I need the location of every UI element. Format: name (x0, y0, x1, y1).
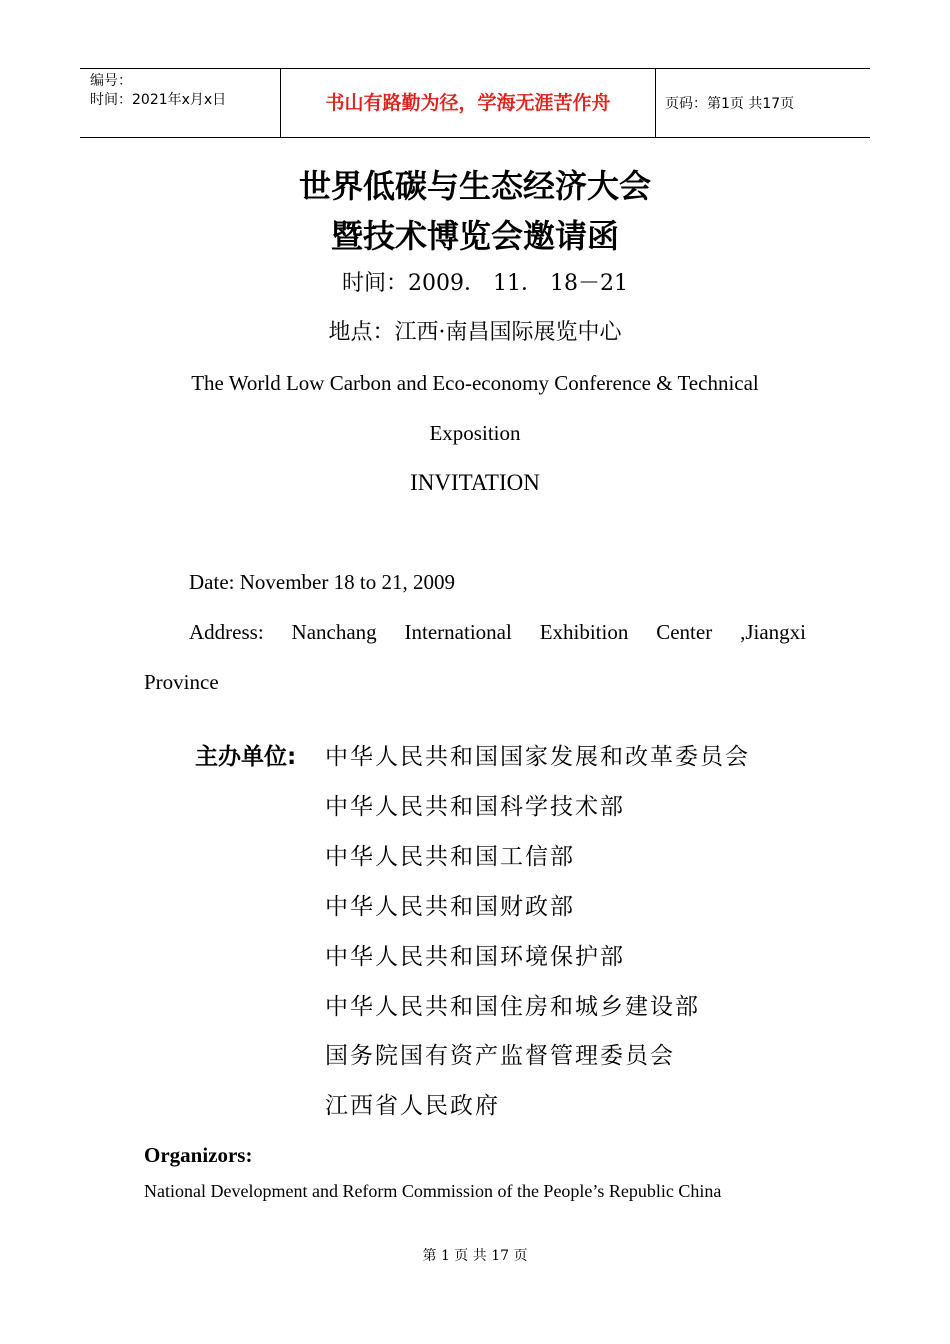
document-header (80, 68, 870, 138)
header-page-info: 页码：第1页 共17页 (665, 96, 795, 112)
address-word: Nanchang (291, 620, 377, 644)
organizers-english-label: Organizors: (144, 1143, 253, 1167)
organizer-item: 中华人民共和国环境保护部 (325, 944, 625, 970)
document-number-label: 编号： (90, 73, 132, 89)
invitation-heading: INVITATION (410, 470, 540, 495)
page-footer: 第 1 页 共 17 页 (422, 1248, 528, 1264)
organizer-item: 中华人民共和国国家发展和改革委员会 (325, 744, 750, 770)
event-venue: 地点：江西·南昌国际展览中心 (328, 320, 622, 345)
english-title-line2: Exposition (429, 421, 521, 445)
event-date-english: Date: November 18 to 21, 2009 (189, 570, 455, 594)
organizer-item: 中华人民共和国财政部 (325, 894, 575, 920)
document-title-line2: 暨技术博览会邀请函 (330, 217, 619, 255)
document-time-label: 时间：2021年x月x日 (90, 92, 227, 108)
address-word: Center (656, 620, 713, 644)
header-motto: 书山有路勤为径，学海无涯苦作舟 (325, 92, 611, 114)
header-meta-cell (80, 69, 280, 137)
header-page-cell (655, 69, 870, 137)
organizer-item: 中华人民共和国住房和城乡建设部 (325, 994, 700, 1020)
english-title-line1: The World Low Carbon and Eco-economy Conference & Technical (191, 371, 759, 395)
organizer-item: 中华人民共和国科学技术部 (325, 794, 625, 820)
organizer-item: 江西省人民政府 (325, 1093, 500, 1119)
organizer-english-item: National Development and Reform Commission of the People’s Republic China (144, 1181, 722, 1201)
organizer-item: 中华人民共和国工信部 (325, 844, 575, 870)
event-address-continuation: Province (144, 670, 219, 694)
header-motto-cell (280, 69, 656, 137)
document-title-line1: 世界低碳与生态经济大会 (298, 167, 651, 205)
address-word: Address: (189, 620, 264, 644)
event-address-english (189, 618, 806, 646)
address-word: ,Jiangxi (740, 620, 806, 644)
event-time: 时间：2009． 11． 18－21 (342, 271, 628, 296)
organizer-item: 国务院国有资产监督管理委员会 (325, 1043, 675, 1069)
address-word: Exhibition (539, 620, 629, 644)
address-word: International (404, 620, 512, 644)
organizers-label: 主办单位: (195, 744, 297, 770)
